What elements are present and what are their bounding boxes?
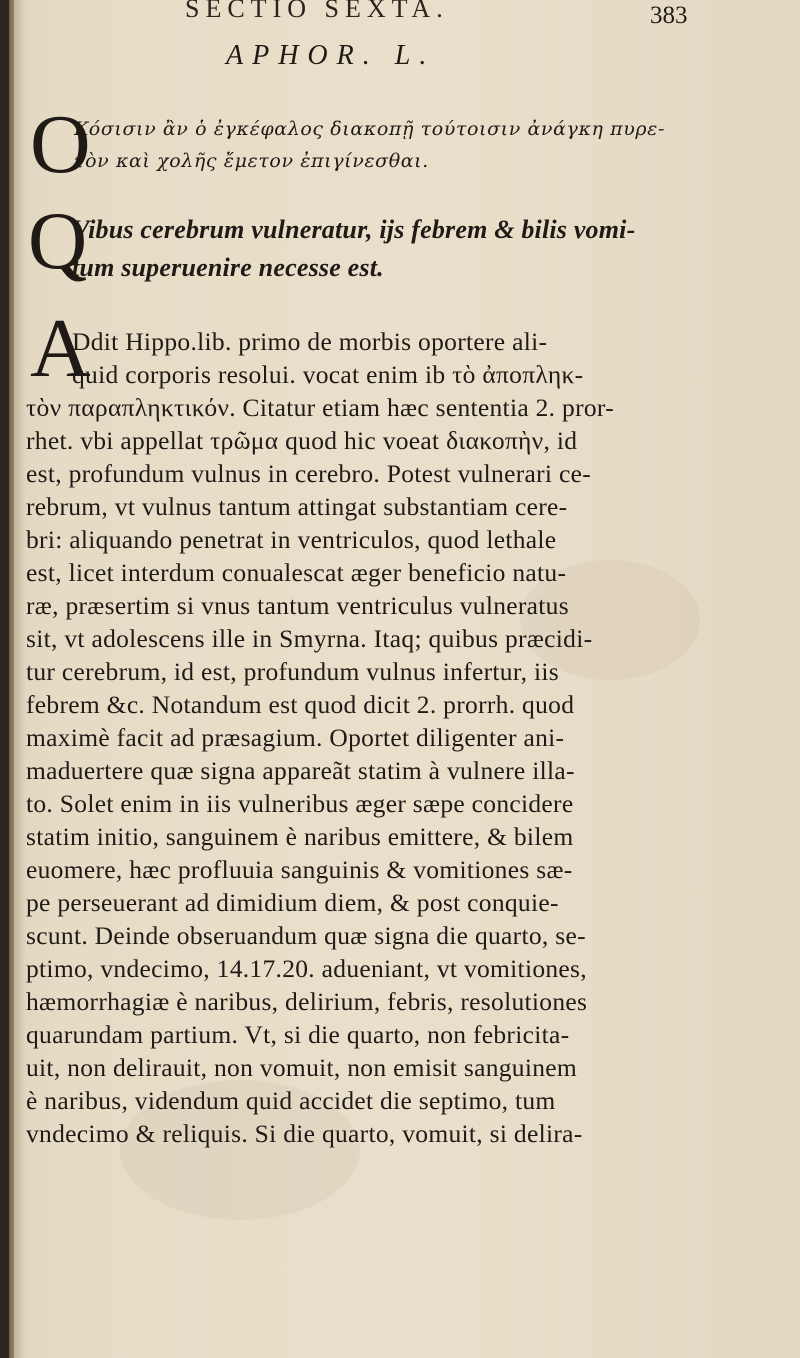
running-title: SECTIO SEXTA. [185,0,449,23]
commentary-line: vndecimo & reliquis. Si die quarto, vomuit, si delira- [26,1119,583,1148]
commentary-line: maximè facit ad præsagium. Oportet diligenter ani- [26,723,565,752]
commentary-line: quid corporis resolui. vocat enim ib τὸ ἀποπληκ- [72,360,584,389]
drop-cap-a: A [30,302,91,395]
commentary-line: ptimo, vndecimo, 14.17.20. adueniant, vt vomitiones, [26,954,587,983]
aphorism-number: APHOR. L. [226,40,436,71]
commentary-line: maduertere quæ signa appareãt statim à vulnere illa- [26,756,575,785]
commentary-line: τὸν παραπληκτικόν. Citatur etiam hæc sententia 2. pror- [26,393,614,422]
commentary-line: hæmorrhagiæ è naribus, delirium, febris, resolutiones [26,987,588,1016]
commentary-line: scunt. Deinde obseruandum quæ signa die quarto, se- [26,921,586,950]
commentary-line: est, profundum vulnus in cerebro. Potest vulnerari ce- [26,459,592,488]
commentary-line: pe perseuerant ad dimidium diem, & post conquie- [26,888,559,917]
binding-edge [0,0,22,1358]
commentary-line: è naribus, videndum quid accidet die septimo, tum [26,1086,556,1115]
commentary-line: sit, vt adolescens ille in Smyrna. Itaq; quibus præcidi- [26,624,593,653]
commentary-line: quarundam partium. Vt, si die quarto, non febricita- [26,1020,570,1049]
commentary-line: euomere, hæc profluuia sanguinis & vomitiones sæ- [26,855,573,884]
commentary-line: rebrum, vt vulnus tantum attingat substantiam cere- [26,492,568,521]
commentary-line: to. Solet enim in iis vulneribus æger sæpe concidere [26,789,574,818]
page-number: 383 [650,2,688,29]
greek-line: Κόσισιν ἂν ὁ ἐγκέφαλος διακοπῇ τούτοισιν ἀνάγκη πυρε- [74,118,665,140]
commentary-line: Ddit Hippo.lib. primo de morbis oportere ali- [72,327,548,356]
drop-cap-o: O [30,98,91,191]
latin-line: Vibus cerebrum vulneratur, ijs febrem & bilis vomi- [72,215,636,244]
drop-cap-q: Q [28,195,88,286]
commentary-line: bri: aliquando penetrat in ventriculos, quod lethale [26,525,557,554]
commentary-line: rhet. vbi appellat τρῶμα quod hic voeat διακοπὴν, id [26,426,578,455]
latin-line: tum superuenire necesse est. [72,253,384,282]
commentary-line: est, licet interdum conualescat æger beneficio natu- [26,558,567,587]
commentary-line: uit, non delirauit, non vomuit, non emisit sanguinem [26,1053,578,1082]
commentary-line: ræ, præsertim si vnus tantum ventriculus vulneratus [26,591,569,620]
running-head [0,0,800,29]
commentary-line: febrem &c. Notandum est quod dicit 2. prorrh. quod [26,690,575,719]
commentary-line: tur cerebrum, id est, profundum vulnus infertur, iis [26,657,559,686]
commentary-line: statim initio, sanguinem è naribus emittere, & bilem [26,822,574,851]
greek-line: τὸν καὶ χολῆς ἔμετον ἐπιγίνεσθαι. [74,150,429,172]
